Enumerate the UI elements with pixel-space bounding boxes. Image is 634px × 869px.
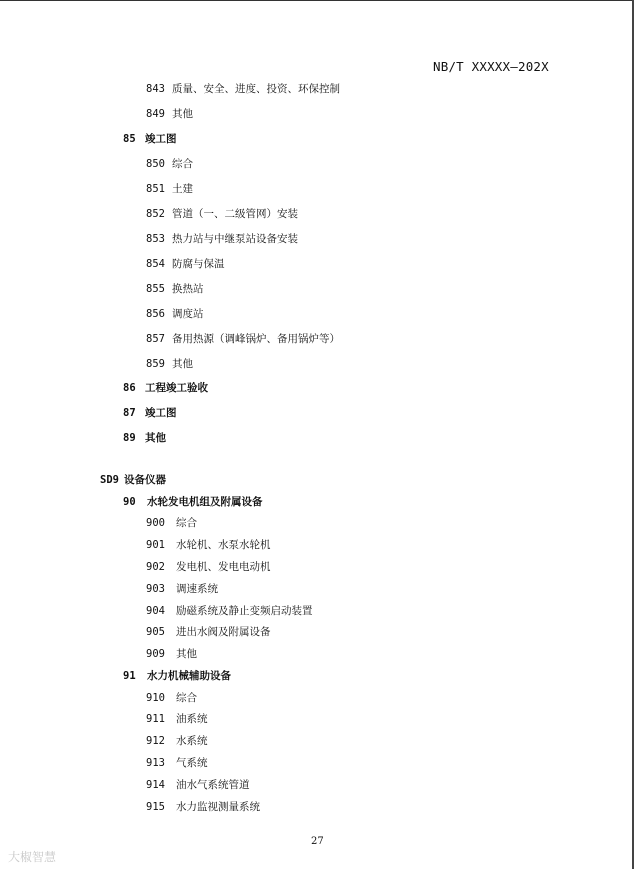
entry-title: 换热站: [172, 283, 204, 295]
entry-code: 859: [146, 358, 165, 370]
entry-title: 工程竣工验收: [145, 382, 208, 394]
entry-title: 管道（一、二级管网）安装: [172, 208, 298, 220]
entry-title: 综合: [176, 517, 197, 529]
entry-code: 902: [146, 561, 165, 573]
page-number: 27: [311, 836, 324, 847]
entry-code: 91: [123, 670, 136, 682]
entry-title: 油水气系统管道: [176, 779, 250, 791]
catalog-entry: [123, 381, 208, 395]
catalog-entry: [146, 538, 271, 552]
catalog-entry: [146, 332, 340, 346]
entry-code: 857: [146, 333, 165, 345]
catalog-entry: [146, 307, 204, 321]
entry-title: 综合: [176, 692, 197, 704]
entry-code: 914: [146, 779, 165, 791]
entry-code: 856: [146, 308, 165, 320]
catalog-entry: [123, 132, 177, 146]
entry-title: 防腐与保温: [172, 258, 225, 270]
catalog-entry: [146, 257, 225, 271]
catalog-entry: [123, 495, 263, 509]
entry-title: 水力监视测量系统: [176, 801, 260, 813]
entry-title: 质量、安全、进度、投资、环保控制: [172, 83, 340, 95]
entry-title: 水轮发电机组及附属设备: [147, 496, 263, 508]
entry-code: 900: [146, 517, 165, 529]
catalog-entry: [146, 232, 298, 246]
entry-code: 909: [146, 648, 165, 660]
catalog-section-heading: [100, 473, 166, 487]
catalog-entry: [146, 756, 208, 770]
entry-title: 竣工图: [145, 133, 177, 145]
entry-code: SD9: [100, 474, 119, 486]
entry-title: 土建: [172, 183, 193, 195]
catalog-entry: [146, 516, 197, 530]
catalog-entry: [146, 560, 271, 574]
entry-title: 其他: [172, 358, 193, 370]
entry-title: 发电机、发电电动机: [176, 561, 271, 573]
catalog-entry: [146, 734, 208, 748]
catalog-entry: [146, 647, 197, 661]
entry-code: 913: [146, 757, 165, 769]
page-top-border: [0, 0, 634, 1]
catalog-entry: [123, 406, 177, 420]
catalog-entry: [146, 778, 250, 792]
entry-title: 其他: [145, 432, 166, 444]
entry-title: 综合: [172, 158, 193, 170]
catalog-entry: [146, 604, 313, 618]
entry-title: 调度站: [172, 308, 204, 320]
entry-code: 85: [123, 133, 136, 145]
entry-code: 910: [146, 692, 165, 704]
catalog-entry: [146, 182, 193, 196]
standard-number: NB/T XXXXX—202X: [433, 59, 549, 74]
catalog-entry: [146, 625, 271, 639]
entry-title: 水轮机、水泵水轮机: [176, 539, 271, 551]
entry-code: 90: [123, 496, 136, 508]
entry-code: 87: [123, 407, 136, 419]
entry-title: 热力站与中继泵站设备安装: [172, 233, 298, 245]
entry-title: 励磁系统及静止变频启动装置: [176, 605, 313, 617]
entry-code: 905: [146, 626, 165, 638]
catalog-entry: [123, 669, 231, 683]
catalog-entry: [146, 207, 298, 221]
entry-title: 进出水阀及附属设备: [176, 626, 271, 638]
entry-code: 915: [146, 801, 165, 813]
catalog-entry: [146, 82, 340, 96]
entry-code: 904: [146, 605, 165, 617]
catalog-entry: [146, 157, 193, 171]
entry-code: 843: [146, 83, 165, 95]
catalog-entry: [146, 712, 208, 726]
catalog-entry: [146, 357, 193, 371]
entry-code: 89: [123, 432, 136, 444]
entry-code: 854: [146, 258, 165, 270]
entry-code: 901: [146, 539, 165, 551]
entry-code: 851: [146, 183, 165, 195]
entry-title: 水力机械辅助设备: [147, 670, 231, 682]
catalog-entry: [146, 107, 193, 121]
entry-title: 油系统: [176, 713, 208, 725]
entry-title: 调速系统: [176, 583, 218, 595]
entry-code: 855: [146, 283, 165, 295]
entry-code: 912: [146, 735, 165, 747]
catalog-entry: [123, 431, 166, 445]
watermark: 大椒智慧: [8, 850, 57, 864]
entry-code: 86: [123, 382, 136, 394]
catalog-entry: [146, 691, 197, 705]
entry-title: 其他: [172, 108, 193, 120]
entry-title: 其他: [176, 648, 197, 660]
entry-code: 849: [146, 108, 165, 120]
entry-code: 852: [146, 208, 165, 220]
entry-title: 备用热源（调峰锅炉、备用锅炉等）: [172, 333, 340, 345]
catalog-entry: [146, 282, 204, 296]
entry-code: 903: [146, 583, 165, 595]
entry-code: 911: [146, 713, 165, 725]
entry-title: 气系统: [176, 757, 208, 769]
entry-code: 850: [146, 158, 165, 170]
entry-title: 设备仪器: [124, 474, 166, 486]
entry-code: 853: [146, 233, 165, 245]
catalog-entry: [146, 582, 218, 596]
catalog-entry: [146, 800, 260, 814]
entry-title: 水系统: [176, 735, 208, 747]
entry-title: 竣工图: [145, 407, 177, 419]
